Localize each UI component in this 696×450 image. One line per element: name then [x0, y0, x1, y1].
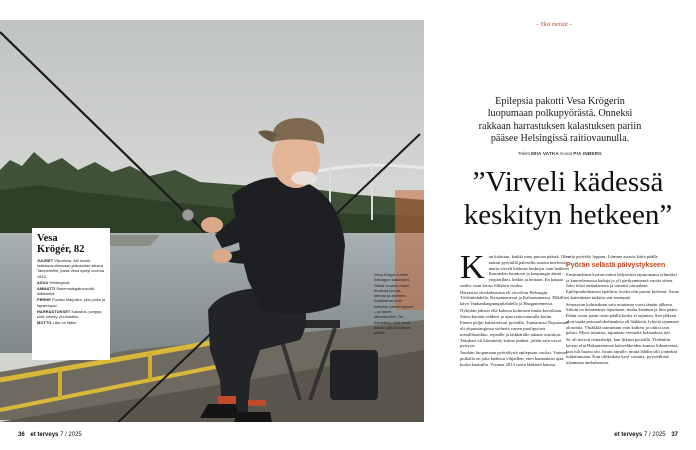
profile-name: Vesa Krögér, 82 [37, 233, 85, 255]
magazine-name-right: et terveys [614, 432, 643, 438]
issue-right: 7 / 2025 [643, 432, 666, 438]
subheading: Pyörän selästä päivystykseen [566, 261, 666, 269]
fisherman-illustration [0, 20, 424, 422]
fact-hobbies: HARRASTUKSET Kalastus, jumppa, uinti, kävely, puuhastelu. [37, 308, 103, 320]
profile-infobox [32, 228, 110, 360]
tackle-bag [330, 350, 378, 400]
paragraph: Jouduin luopumaan pyöräilystä epilepsian vuoksi. Vaimoa poikalla on joka kädessä vihjaillen, ettei kannattaisi ajaa, koska kaatuilin. Vuonna 2013 sovin lääkärin kanssa [460, 350, 568, 367]
reel [182, 209, 194, 221]
hero-photo [0, 20, 424, 422]
byline: Teksti MIIA VATKA Kuvat PIA INBERG [518, 151, 602, 156]
section-label: – Yksi meistä – [535, 22, 573, 28]
headline: ”Virveli kädessä keskityn hetkeen” [463, 166, 673, 231]
drop-cap: K [460, 249, 485, 286]
fact-roots: JUURET Viipurissa. Äiti muutti raskaana ollessaan jatkosodan aikana Tampereelle, jossa Vesa syntyi vuonna 1943. [37, 258, 105, 279]
article-column-2 [566, 254, 680, 367]
hand [201, 217, 223, 233]
paragraph: Ensimmäinen kerran minut hälytettiin tajuttomana ryhmäksi ja kuurtelemassa kaduja jo yli parikymmentä vuotta sitten. Joku tilasi ambulanssin ja toimitti sairaalaan. Epilepsiakohtausta epäiltiin, koska olin purrut kieleeni. Asiaa ei kuitenkaan tutkittu sen enempää. [566, 271, 679, 300]
paragraph: Ennen pöljin kalastreissut pyörällä. Tuunatussa Nopsassani oli ohjaustangossa viehettä varten puolipyöreä metallilaatikko, repsulle ja läikkärälle takana ostoskori. Takakasi oli kiinnitetty kolme putkea, joihin sain vavat pystyyn. [460, 320, 569, 349]
footer-left [14, 432, 82, 438]
fact-profession: AMMATTI Rakennuttajakonsultti, eläkkeellä. [37, 286, 95, 297]
paragraph: Seuraavan kohtauksen sain muutama vuosi tämän jälkeen. Siltoin en menettänyt tajuntaani, mutta kaaduin ja löin pääni. Pääni oston jatsin otsin päällä koska ei tajuntaa. Sen jälkeen alon saada poissaolokohtauksia eli lääkkeiä, lyhyitä tajunnan-alosentia. Yhtäkkiä toimintani vain katkesi ja olittoi taas palasi. Myös toimista, tajuntaan viemettä kohtauksia tuli. [566, 301, 680, 336]
issue-left: 7 / 2025 [60, 432, 82, 438]
footer-right [614, 432, 682, 438]
fact-family: PERHE Puoliso Marjukka, yksi poika ja lapsenlapsi. [37, 297, 105, 308]
paragraph: , että pyöräily loppuu. Liimme asiasta kättä päälle. [566, 254, 659, 259]
paragraph: Se oli tietysti riskaabeljä, kun liikuin pyörällä. Yhdenkin kerran olin Hakaniemessä kalavehkeiden kanssa liikenteessä, kun tuli huono olo. Istuin rapulle, mutta lähdin silti jonnekin tuhlattumaan. Kun oltiksikäsi kyyl voinnia, pyystelkitsä tilaamaan ambulanssin. [566, 337, 679, 365]
paragraph: Nykyään jakson ella kalassa kolmisen tuntia kerrallaan. Sitten kerään vehkeet ja ajan raitiovaunulla kotiin. [460, 307, 563, 319]
photo-caption: Vesa Kröger tuntee heinagon kalavedet. Niistä nousee muun muassa kuhaa, lahnaa ja ahventa. Kalakamat ovat kotiinkin pienennyneet – ja talvet lämmenneet. Se harmittaa, sillä Vesa halusi päästä talvisin pilkille. [374, 272, 414, 336]
article-column-1 [460, 249, 570, 368]
fact-residence: ASUU Helsingissä. [37, 279, 71, 285]
page-number-right: 37 [671, 432, 678, 438]
page-number-left: 36 [18, 432, 25, 438]
paragraph: un kalastan, kaikki muu putoaa päästä. Olen saanut pyöräillä paloselin asiotta mielessä, mutta virveli kädessä keskityn vain hetkeen. Kuuntelen luontoon ja kaupungin ääniä ympärilläni, hetkin ja heitaan. En kaipaa saaliis vaan kivan fiiliksen vuoksi. [460, 254, 570, 288]
fact-motto: MOTTO Liike on lääke. [37, 320, 78, 326]
intro-lede: Epilepsia pakotti Vesa Krögerin luopumaan polkupyörästä. Onneksi rakkaan harrastuksen kalastuksen pariin pääsee Helsingissä raitiovaunulla. [478, 96, 642, 145]
paragraph: Harrastan yksikalastusta eli virvelöin Helsingin Töölönlahdella. Kaisaniemessä ja Kalasatamassa. Pilkillä käyn Vanhankaupunginlahdella ja Haaganiemessä. [460, 289, 566, 306]
magazine-name-left: et terveys [30, 432, 59, 438]
